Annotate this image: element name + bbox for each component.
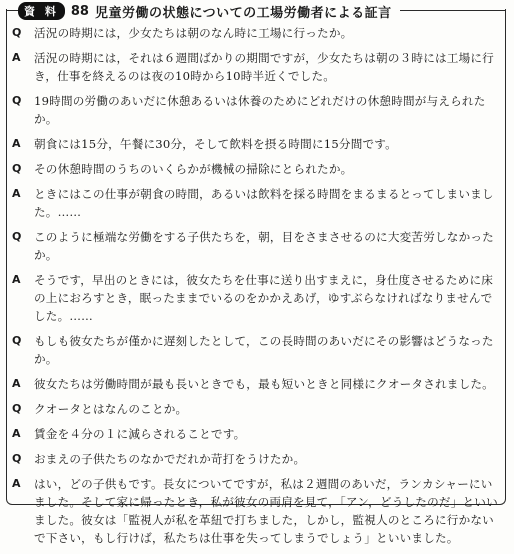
qa-entry: [12, 135, 502, 153]
qa-text: 彼女たちは労働時間が最も長いときでも，最も短いときと同様にクオータされました。: [34, 377, 494, 391]
qa-text: このように極端な労働をする子供たちを，朝，目をさまさせるのに大変苦労しなかったか。: [34, 230, 494, 262]
question-marker: Q: [12, 162, 22, 175]
qa-entry: [12, 332, 502, 368]
answer-marker: A: [12, 137, 21, 150]
qa-entry: [12, 425, 502, 443]
answer-marker: A: [12, 187, 21, 200]
document-title: 児童労働の状態についての工場労働者による証言: [94, 5, 392, 21]
question-marker: Q: [12, 334, 22, 347]
question-marker: Q: [12, 402, 22, 415]
answer-marker: A: [12, 377, 21, 390]
qa-entry: [12, 185, 502, 221]
qa-text: 賃金を４分の１に減らされることです。: [34, 427, 246, 441]
qa-text: 朝食には15分，午餐に30分，そして飲料を摂る時間に15分間です。: [34, 137, 397, 151]
qa-entry: [12, 228, 502, 264]
testimony-content: [12, 24, 502, 554]
question-marker: Q: [12, 26, 22, 39]
qa-entry: [12, 271, 502, 325]
answer-marker: A: [12, 427, 21, 440]
qa-text: 活況の時期には，少女たちは朝のなん時に工場に行ったか。: [34, 26, 353, 40]
qa-text: ときにはこの仕事が朝食の時間，あるいは飲料を採る時間をまるまるとってしまいました。……: [34, 187, 494, 219]
qa-entry: [12, 49, 502, 85]
answer-marker: A: [12, 477, 21, 490]
qa-entry: [12, 92, 502, 128]
source-badge: 資 料: [18, 2, 65, 20]
document-header: [18, 2, 396, 20]
question-marker: Q: [12, 230, 22, 243]
qa-text: その休憩時間のうちのいくらかが機械の掃除にとられたか。: [34, 162, 353, 176]
qa-entry: [12, 400, 502, 418]
question-marker: Q: [12, 94, 22, 107]
qa-entry: [12, 375, 502, 393]
qa-entry: [12, 450, 502, 468]
document-number: 88: [70, 3, 89, 19]
qa-text: そうです，早出のときには，彼女たちを仕事に送り出すまえに，身仕度させるために床の上におろすとき，眠ったままでいるのをかかえあげ，ゆすぶらなければなりませんでした。……: [34, 273, 494, 323]
qa-text: クオータとはなんのことか。: [34, 402, 188, 416]
qa-text: 19時間の労働のあいだに休憩あるいは休養のためにどれだけの休憩時間が与えられたか。: [34, 94, 486, 126]
qa-entry: [12, 475, 502, 547]
qa-text: はい，どの子供もです。長女についてですが，私は２週間のあいだ，ランカシャーにいました。そして家に帰ったとき，私が彼女の両肩を見て，「アン，どうしたのだ」といいました。彼女は「監視人が私を革紐で打ちました，しかし，監視人のところに行かないで下さい，もし行けば，私たちは仕事を失ってしまうでしょう」といいました。: [34, 477, 498, 545]
question-marker: Q: [12, 452, 22, 465]
qa-text: もしも彼女たちが僅かに遅刻したとして，この長時間のあいだにその影響はどうなったか。: [34, 334, 494, 366]
qa-text: 活況の時期には，それは６週間ばかりの期間ですが，少女たちは朝の３時には工場に行き，仕事を終えるのは夜の10時から10時半近くでした。: [34, 51, 494, 83]
qa-entry: [12, 24, 502, 42]
answer-marker: A: [12, 51, 21, 64]
frame-top-line-right: [400, 10, 506, 11]
qa-text: おまえの子供たちのなかでだれか苛打をうけたか。: [34, 452, 306, 466]
answer-marker: A: [12, 273, 21, 286]
qa-entry: [12, 160, 502, 178]
